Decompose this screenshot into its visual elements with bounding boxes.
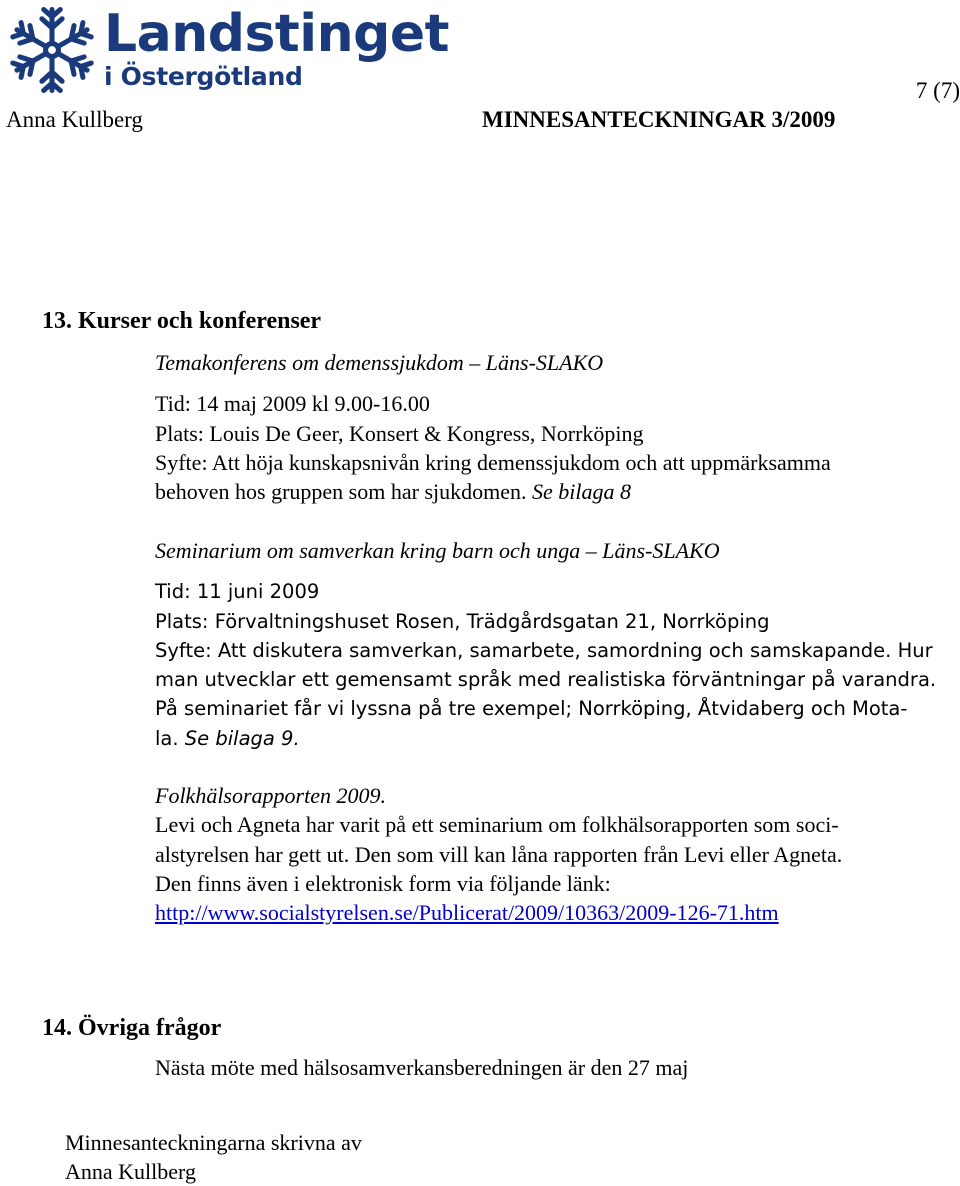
item-time: Tid: 11 juni 2009 — [155, 580, 320, 604]
signature-name: Anna Kullberg — [65, 1159, 196, 1184]
item-place: Plats: Louis De Geer, Konsert & Kongress, Norrköping — [155, 420, 644, 446]
item-title: Temakonferens om demenssjukdom – Läns-SLAKO — [155, 350, 604, 375]
section-13-heading: 13. Kurser och konferenser — [42, 308, 322, 334]
item-purpose: man utvecklar ett gemensamt språk med realistiska förväntningar på varandra. — [155, 668, 937, 692]
snowflake-logo-icon — [6, 4, 98, 96]
item-purpose: På seminariet får vi lyssna på tre exempel; Norrköping, Åtvidaberg och Mota- — [155, 697, 908, 721]
next-meeting-text: Nästa möte med hälsosamverkansberedningen är den 27 maj — [155, 1055, 689, 1080]
other-questions — [155, 1053, 688, 1082]
conference-item-seminar — [155, 536, 936, 753]
item-purpose-cont — [155, 724, 936, 753]
item-purpose: Syfte: Att höja kunskapsnivån kring demenssjukdom och att uppmärksamma — [155, 449, 831, 475]
page-number: 7 (7) — [915, 78, 960, 103]
item-purpose-text: behoven hos gruppen som har sjukdomen. — [155, 479, 527, 505]
item-title: Seminarium om samverkan kring barn och unga – Läns-SLAKO — [155, 538, 720, 563]
item-place: Plats: Förvaltningshuset Rosen, Trädgårdsgatan 21, Norrköping — [155, 609, 770, 633]
item-text: Levi och Agneta har varit på ett seminarium om folkhälsorapporten som soci- — [155, 812, 839, 838]
item-text: alstyrelsen har gett ut. Den som vill kan låna rapporten från Levi eller Agneta. — [155, 841, 843, 867]
item-purpose: Syfte: Att diskutera samverkan, samarbete, samordning och samskapande. Hur — [155, 638, 933, 662]
conference-item-dementia — [155, 348, 831, 506]
signature-block — [65, 1128, 362, 1186]
section-14-heading: 14. Övriga frågor — [42, 1015, 222, 1041]
report-item-folkhalsa — [155, 781, 842, 927]
item-purpose-text: la. — [155, 726, 179, 750]
attachment-reference: Se bilaga 8 — [532, 479, 631, 505]
item-purpose-cont — [155, 477, 831, 506]
header-author: Anna Kullberg — [6, 107, 143, 132]
logo-title: Landstinget — [104, 4, 449, 64]
logo-subtitle: i Östergötland — [104, 62, 303, 91]
signature-line: Minnesanteckningarna skrivna av — [65, 1130, 362, 1155]
document-title: MINNESANTECKNINGAR 3/2009 — [482, 107, 836, 132]
attachment-reference: Se bilaga 9. — [184, 726, 300, 750]
item-title: Folkhälsorapporten 2009. — [155, 783, 386, 808]
item-time: Tid: 14 maj 2009 kl 9.00-16.00 — [155, 391, 430, 417]
report-link[interactable]: http://www.socialstyrelsen.se/Publicerat/2009/10363/2009-126-71.htm — [155, 900, 779, 926]
item-text: Den finns även i elektronisk form via följande länk: — [155, 870, 611, 896]
